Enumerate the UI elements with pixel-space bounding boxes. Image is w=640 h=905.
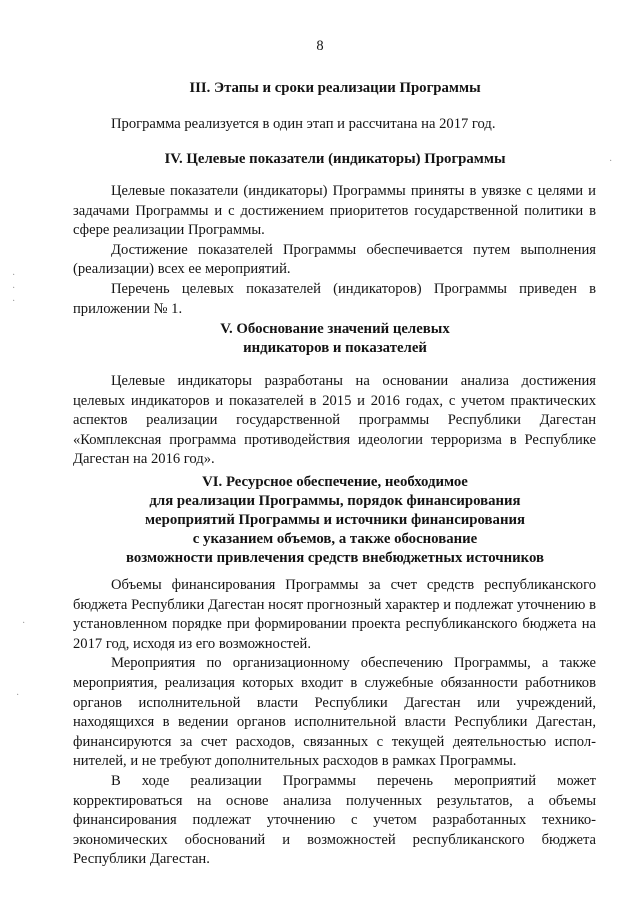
heading-line: V. Обоснование значений целевых xyxy=(220,321,450,337)
section-4-heading xyxy=(70,150,600,169)
section-3-heading xyxy=(70,79,600,98)
section-6-body xyxy=(73,576,596,870)
page-number: 8 xyxy=(316,38,324,54)
scan-mark: · xyxy=(609,156,613,167)
heading-line: с указанием объемов, а также обоснование xyxy=(192,531,478,547)
section-4-body xyxy=(73,182,596,319)
paragraph: Перечень целевых показателей (индикаторов) Программы приведен в приложении № 1. xyxy=(73,280,596,317)
heading-line: IV. Целевые показатели (индикаторы) Программы xyxy=(164,151,506,167)
paragraph: Целевые индикаторы разработаны на основании анализа достижения целевых индикаторов и показателей в 2015 и 2016 годах, с учетом практических аспектов реализации государственной программы Республики Дагестан «Комплексная программа противодействия идеологии терроризма в Республике Дагестан на 2016 год». xyxy=(73,373,596,468)
heading-line: возможности привлечения средств внебюджетных источников xyxy=(126,550,544,566)
heading-line: VI. Ресурсное обеспечение, необходимое xyxy=(202,474,468,490)
section-5-body xyxy=(73,372,596,470)
heading-line: для реализации Программы, порядок финансирования xyxy=(149,493,521,509)
section-6-heading xyxy=(70,473,600,568)
section-3-body xyxy=(73,115,596,135)
section-5-heading xyxy=(70,320,600,358)
heading-line: мероприятий Программы и источники финансирования xyxy=(144,512,526,528)
heading-line: индикаторов и показателей xyxy=(243,340,427,356)
paragraph: Мероприятия по организационному обеспечению Программы, а также мероприятия, реализация которых входит в служебные обязанности работников органов исполнительной власти Республики Дагестан или учреждений, находящихся в ведении органов исполнительной власти Республики Дагестан, финансируются за счет расходов, связанных с текущей деятельностью испол-нителей, и не требуют дополнительных расходов в рамках Программы. xyxy=(73,655,596,770)
scan-mark: · xyxy=(12,270,16,281)
scan-mark: · xyxy=(22,618,26,629)
paragraph: Достижение показателей Программы обеспечивается путем выполнения (реализации) всех ее мероприятий. xyxy=(73,241,596,278)
scan-mark: · xyxy=(12,296,16,307)
paragraph: Программа реализуется в один этап и рассчитана на 2017 год. xyxy=(111,116,496,132)
paragraph: Целевые показатели (индикаторы) Программы приняты в увязке с целями и задачами Программы и с достижением приоритетов государственной политики в сфере реализации Программы. xyxy=(73,183,596,239)
scan-mark: · xyxy=(16,690,20,701)
heading-line: III. Этапы и сроки реализации Программы xyxy=(189,80,481,96)
scan-mark: · xyxy=(12,283,16,294)
paragraph: В ходе реализации Программы перечень мероприятий может корректироваться на основе анализа полученных результатов, а объемы финансирования подлежат уточнению с учетом разработанных технико-экономических обоснований и возможностей республиканского бюджета Республики Дагестан. xyxy=(73,772,596,868)
paragraph: Объемы финансирования Программы за счет средств республиканского бюджета Республики Дагестан носят прогнозный характер и подлежат уточнению в установленном порядке при формировании проекта республиканского бюджета на 2017 год, исходя из его возможностей. xyxy=(73,577,596,652)
